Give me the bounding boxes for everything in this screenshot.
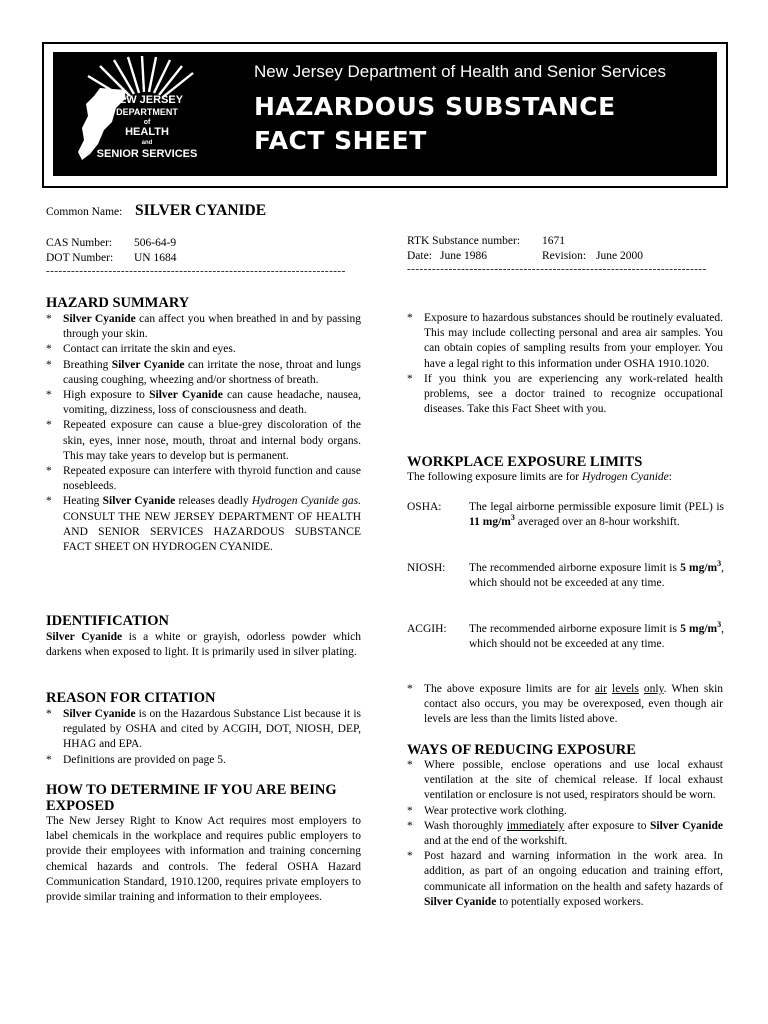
logo-text-line4: HEALTH bbox=[125, 126, 169, 138]
logo-text-line3: of bbox=[143, 119, 151, 126]
list-item: * Contact can irritate the skin and eyes. bbox=[46, 342, 361, 357]
bullet-icon: * bbox=[46, 753, 52, 766]
niosh-limit bbox=[407, 561, 727, 607]
niosh-label: NIOSH: bbox=[407, 562, 446, 574]
bullet-icon: * bbox=[46, 495, 52, 508]
logo-text-line5: and bbox=[141, 140, 153, 146]
osha-text: The legal airborne permissible exposure limit (PEL) is 11 $mg/m^3$ averaged over an 8-hour workshift. bbox=[469, 501, 724, 529]
sampling-list bbox=[407, 311, 723, 417]
list-item: * Wash thoroughly immediately after exposure to Silver Cyanide and at the end of the workshift. bbox=[407, 819, 723, 848]
divider-left: ------------------------------------------------------------------------ bbox=[46, 265, 346, 277]
reason-list bbox=[46, 707, 361, 768]
agency-name: New Jersey Department of Health and Senior Services bbox=[254, 62, 666, 81]
bullet-icon: * bbox=[407, 804, 413, 817]
rtk-label: RTK Substance number: bbox=[407, 235, 521, 247]
list-item: * High exposure to Silver Cyanide can cause headache, nausea, vomiting, dizziness, loss of consciousness and death. bbox=[46, 389, 361, 417]
list-item: * Silver Cyanide can affect you when breathed in and by passing through your skin. bbox=[46, 313, 362, 341]
acgih-label: ACGIH: bbox=[407, 623, 447, 635]
limits-note bbox=[407, 682, 723, 728]
bullet-icon: * bbox=[46, 389, 52, 402]
common-name-value: SILVER CYANIDE bbox=[135, 202, 267, 219]
bullet-icon: * bbox=[407, 759, 413, 771]
exposure-limits-intro: The following exposure limits are for Hydrogen Cyanide: bbox=[407, 471, 672, 483]
reducing-exposure-list bbox=[407, 758, 723, 910]
list-item: * Repeated exposure can interfere with thyroid function and cause nosebleeds. bbox=[46, 465, 361, 493]
exposure-limits-heading: WORKPLACE EXPOSURE LIMITS bbox=[407, 454, 643, 470]
identification-text: Silver Cyanide is a white or grayish, odorless powder which darkens when exposed to light. It is primarily used in silver plating. bbox=[46, 631, 361, 659]
osha-label: OSHA: bbox=[407, 501, 442, 513]
logo-text-line6: SENIOR SERVICES bbox=[96, 148, 198, 160]
bullet-icon: * bbox=[46, 465, 52, 478]
reason-heading: REASON FOR CITATION bbox=[46, 690, 216, 706]
hazard-summary-heading: HAZARD SUMMARY bbox=[46, 295, 190, 311]
bullet-icon: * bbox=[46, 343, 52, 356]
bullet-icon: * bbox=[407, 372, 413, 385]
niosh-text: The recommended airborne exposure limit is 5 $mg/m^3$, which should not be exceeded at any time. bbox=[469, 559, 724, 590]
logo-text-line2: DEPARTMENT bbox=[116, 107, 178, 117]
hazard-summary-list bbox=[46, 312, 361, 555]
list-item: * Breathing Silver Cyanide can irritate the nose, throat and lungs causing coughing, wheezing and/or shortness of breath. bbox=[46, 358, 361, 386]
identification-heading: IDENTIFICATION bbox=[46, 613, 170, 629]
list-item: * Heating Silver Cyanide releases deadly Hydrogen Cyanide gas. CONSULT THE NEW JERSEY DEPARTMENT OF HEALTH AND SENIOR SERVICES HAZARDOUS SUBSTANCE FACT SHEET ON HYDROGEN CYANIDE. bbox=[46, 495, 362, 554]
date-value: June 1986 bbox=[440, 250, 487, 262]
bullet-icon: * bbox=[407, 683, 413, 695]
osha-limit bbox=[407, 500, 727, 546]
cas-label: CAS Number: bbox=[46, 237, 113, 249]
list-item: * Silver Cyanide is on the Hazardous Substance List because it is regulated by OSHA and cited by ACGIH, DOT, NIOSH, DEP, HHAG and EPA. bbox=[46, 708, 361, 751]
list-item: * Post hazard and warning information in the work area. In addition, as part of an ongoing education and training effort, communicate all information on the health and safety hazards of Silver Cyanide to potentially exposed workers. bbox=[407, 850, 723, 908]
date-label: Date: bbox=[407, 250, 432, 262]
bullet-icon: * bbox=[407, 850, 413, 863]
list-item: * Definitions are provided on page 5. bbox=[46, 753, 361, 768]
dot-label: DOT Number: bbox=[46, 252, 114, 264]
reducing-exposure-heading: WAYS OF REDUCING EXPOSURE bbox=[407, 742, 636, 758]
common-name-label: Common Name: bbox=[46, 206, 123, 218]
rtk-value: 1671 bbox=[542, 235, 565, 247]
list-item: * The above exposure limits are for air levels only. When skin contact also occurs, you may be overexposed, even though air levels are less than the limits listed above. bbox=[407, 683, 724, 726]
bullet-icon: * bbox=[46, 708, 52, 720]
list-item: * Wear protective work clothing. bbox=[407, 804, 723, 819]
cas-value: 506-64-9 bbox=[134, 237, 177, 249]
determine-text: The New Jersey Right to Know Act requires most employers to label chemicals in the workplace and requires public employers to provide their employees with information and training concerning chemical hazards and controls. The federal OSHA Hazard Communication Standard, 1910.1200, requires private employers to provide similar training and information to their employees. bbox=[46, 815, 361, 904]
list-item: * If you think you are experiencing any work-related health problems, see a doctor trained to recognize occupational diseases. Take this Fact Sheet with you. bbox=[407, 372, 723, 416]
list-item: * Where possible, enclose operations and use local exhaust ventilation at the site of chemical release. If local exhaust ventilation or enclosure is not used, respirators should be worn. bbox=[407, 759, 723, 802]
determine-heading: HOW TO DETERMINE IF YOU ARE BEING EXPOSED bbox=[46, 782, 337, 814]
bullet-icon: * bbox=[407, 312, 413, 324]
revision-value: June 2000 bbox=[596, 250, 643, 262]
revision-label: Revision: bbox=[542, 250, 587, 262]
bullet-icon: * bbox=[46, 419, 52, 432]
list-item: * Exposure to hazardous substances should be routinely evaluated. This may include collecting personal and area air samples. You can obtain copies of sampling results from your employer. You have a legal right to this information under OSHA 1910.1020. bbox=[407, 312, 723, 370]
bullet-icon: * bbox=[407, 819, 413, 832]
bullet-icon: * bbox=[46, 313, 52, 325]
bullet-icon: * bbox=[46, 358, 52, 371]
list-item: * Repeated exposure can cause a blue-grey discoloration of the skin, eyes, inner nose, mouth, throat and internal body organs. This may take years to develop but is permanent. bbox=[46, 419, 361, 462]
document-title-line2: FACT SHEET bbox=[254, 126, 427, 155]
divider-right: ------------------------------------------------------------------------ bbox=[407, 263, 707, 275]
acgih-limit bbox=[407, 622, 727, 668]
logo-text-line1: NEW JERSEY bbox=[110, 94, 184, 106]
acgih-text: The recommended airborne exposure limit is 5 $mg/m^3$, which should not be exceeded at any time. bbox=[469, 620, 724, 651]
dot-value: UN 1684 bbox=[134, 252, 177, 264]
document-title-line1: HAZARDOUS SUBSTANCE bbox=[254, 92, 616, 121]
